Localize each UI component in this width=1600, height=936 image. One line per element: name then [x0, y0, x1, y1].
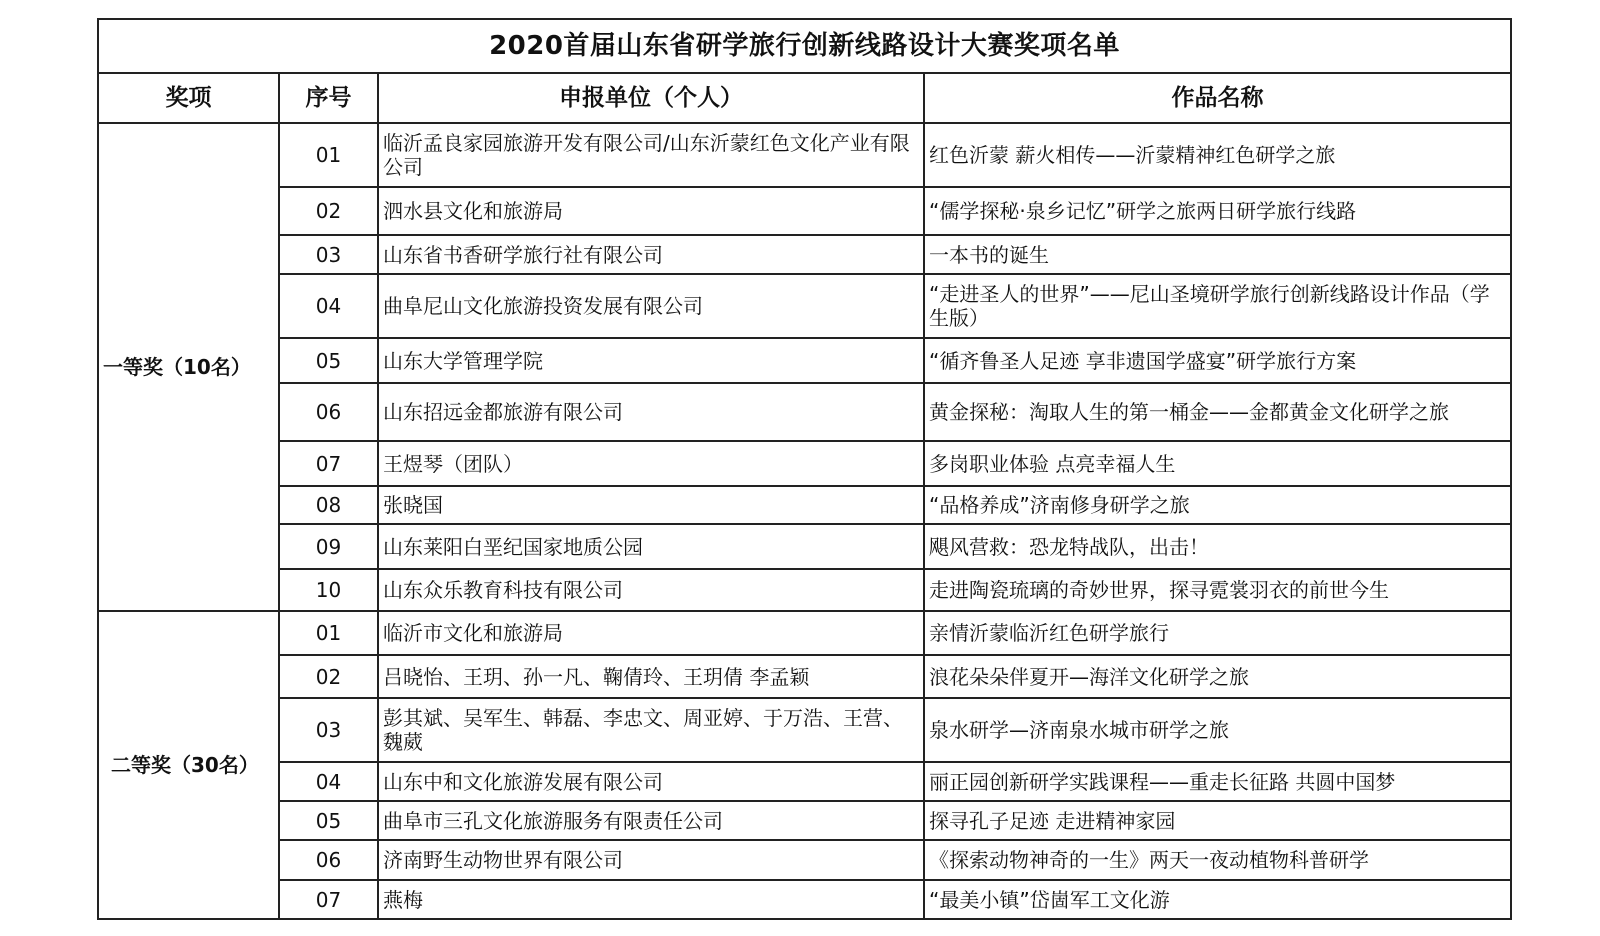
row-unit: 张晓国 [378, 486, 924, 524]
table-row [98, 383, 1511, 441]
row-work: 亲情沂蒙临沂红色研学旅行 [924, 611, 1511, 655]
table-row [98, 123, 1511, 187]
row-number: 06 [279, 383, 378, 441]
row-number: 07 [279, 880, 378, 919]
row-unit: 临沂孟良家园旅游开发有限公司/山东沂蒙红色文化产业有限公司 [378, 123, 924, 187]
row-work: 黄金探秘：淘取人生的第一桶金——金都黄金文化研学之旅 [924, 383, 1511, 441]
table-row [98, 698, 1511, 762]
table-row [98, 274, 1511, 338]
header-unit: 申报单位（个人） [378, 73, 924, 123]
row-number: 05 [279, 338, 378, 383]
row-number: 04 [279, 762, 378, 801]
row-unit: 吕晓怡、王玥、孙一凡、鞠倩玲、王玥倩 李孟颖 [378, 655, 924, 698]
row-number: 05 [279, 801, 378, 840]
row-unit: 山东省书香研学旅行社有限公司 [378, 235, 924, 274]
table-row [98, 187, 1511, 235]
row-work: 一本书的诞生 [924, 235, 1511, 274]
header-number: 序号 [279, 73, 378, 123]
row-number: 02 [279, 655, 378, 698]
table-row [98, 880, 1511, 919]
row-number: 09 [279, 524, 378, 569]
row-work: “最美小镇”岱崮军工文化游 [924, 880, 1511, 919]
row-unit: 临沂市文化和旅游局 [378, 611, 924, 655]
table-row [98, 801, 1511, 840]
row-unit: 彭其斌、吴军生、韩磊、李忠文、周亚婷、于万浩、王营、魏葳 [378, 698, 924, 762]
row-unit: 山东众乐教育科技有限公司 [378, 569, 924, 611]
row-number: 10 [279, 569, 378, 611]
table-row [98, 441, 1511, 486]
row-number: 01 [279, 611, 378, 655]
award-second-prize: 二等奖（30名） [98, 611, 279, 919]
row-work: “循齐鲁圣人足迹 享非遗国学盛宴”研学旅行方案 [924, 338, 1511, 383]
row-unit: 泗水县文化和旅游局 [378, 187, 924, 235]
table-row [98, 611, 1511, 655]
row-number: 02 [279, 187, 378, 235]
title-row [98, 19, 1511, 73]
row-number: 04 [279, 274, 378, 338]
row-unit: 山东中和文化旅游发展有限公司 [378, 762, 924, 801]
award-first-prize: 一等奖（10名） [98, 123, 279, 611]
row-work: “品格养成”济南修身研学之旅 [924, 486, 1511, 524]
row-number: 03 [279, 235, 378, 274]
row-work: 探寻孔子足迹 走进精神家园 [924, 801, 1511, 840]
row-unit: 王煜琴（团队） [378, 441, 924, 486]
row-unit: 曲阜市三孔文化旅游服务有限责任公司 [378, 801, 924, 840]
header-work: 作品名称 [924, 73, 1511, 123]
row-unit: 山东大学管理学院 [378, 338, 924, 383]
row-number: 07 [279, 441, 378, 486]
row-number: 08 [279, 486, 378, 524]
table-row [98, 235, 1511, 274]
row-work: 走进陶瓷琉璃的奇妙世界，探寻霓裳羽衣的前世今生 [924, 569, 1511, 611]
row-work: 浪花朵朵伴夏开—海洋文化研学之旅 [924, 655, 1511, 698]
row-work: 飓风营救：恐龙特战队，出击！ [924, 524, 1511, 569]
table-row [98, 338, 1511, 383]
table-row [98, 486, 1511, 524]
table-title: 2020首届山东省研学旅行创新线路设计大赛奖项名单 [98, 19, 1511, 73]
row-unit: 济南野生动物世界有限公司 [378, 840, 924, 880]
row-number: 06 [279, 840, 378, 880]
award-list-table [97, 18, 1512, 920]
row-unit: 曲阜尼山文化旅游投资发展有限公司 [378, 274, 924, 338]
table-row [98, 840, 1511, 880]
table-row [98, 569, 1511, 611]
row-unit: 山东莱阳白垩纪国家地质公园 [378, 524, 924, 569]
header-award: 奖项 [98, 73, 279, 123]
row-work: “走进圣人的世界”——尼山圣境研学旅行创新线路设计作品（学生版） [924, 274, 1511, 338]
row-unit: 燕梅 [378, 880, 924, 919]
table-row [98, 655, 1511, 698]
table-row [98, 762, 1511, 801]
row-number: 01 [279, 123, 378, 187]
header-row [98, 73, 1511, 123]
row-work: 多岗职业体验 点亮幸福人生 [924, 441, 1511, 486]
row-work: 红色沂蒙 薪火相传——沂蒙精神红色研学之旅 [924, 123, 1511, 187]
row-work: 《探索动物神奇的一生》两天一夜动植物科普研学 [924, 840, 1511, 880]
row-work: 泉水研学—济南泉水城市研学之旅 [924, 698, 1511, 762]
row-work: 丽正园创新研学实践课程——重走长征路 共圆中国梦 [924, 762, 1511, 801]
row-work: “儒学探秘·泉乡记忆”研学之旅两日研学旅行线路 [924, 187, 1511, 235]
table-row [98, 524, 1511, 569]
row-unit: 山东招远金都旅游有限公司 [378, 383, 924, 441]
row-number: 03 [279, 698, 378, 762]
